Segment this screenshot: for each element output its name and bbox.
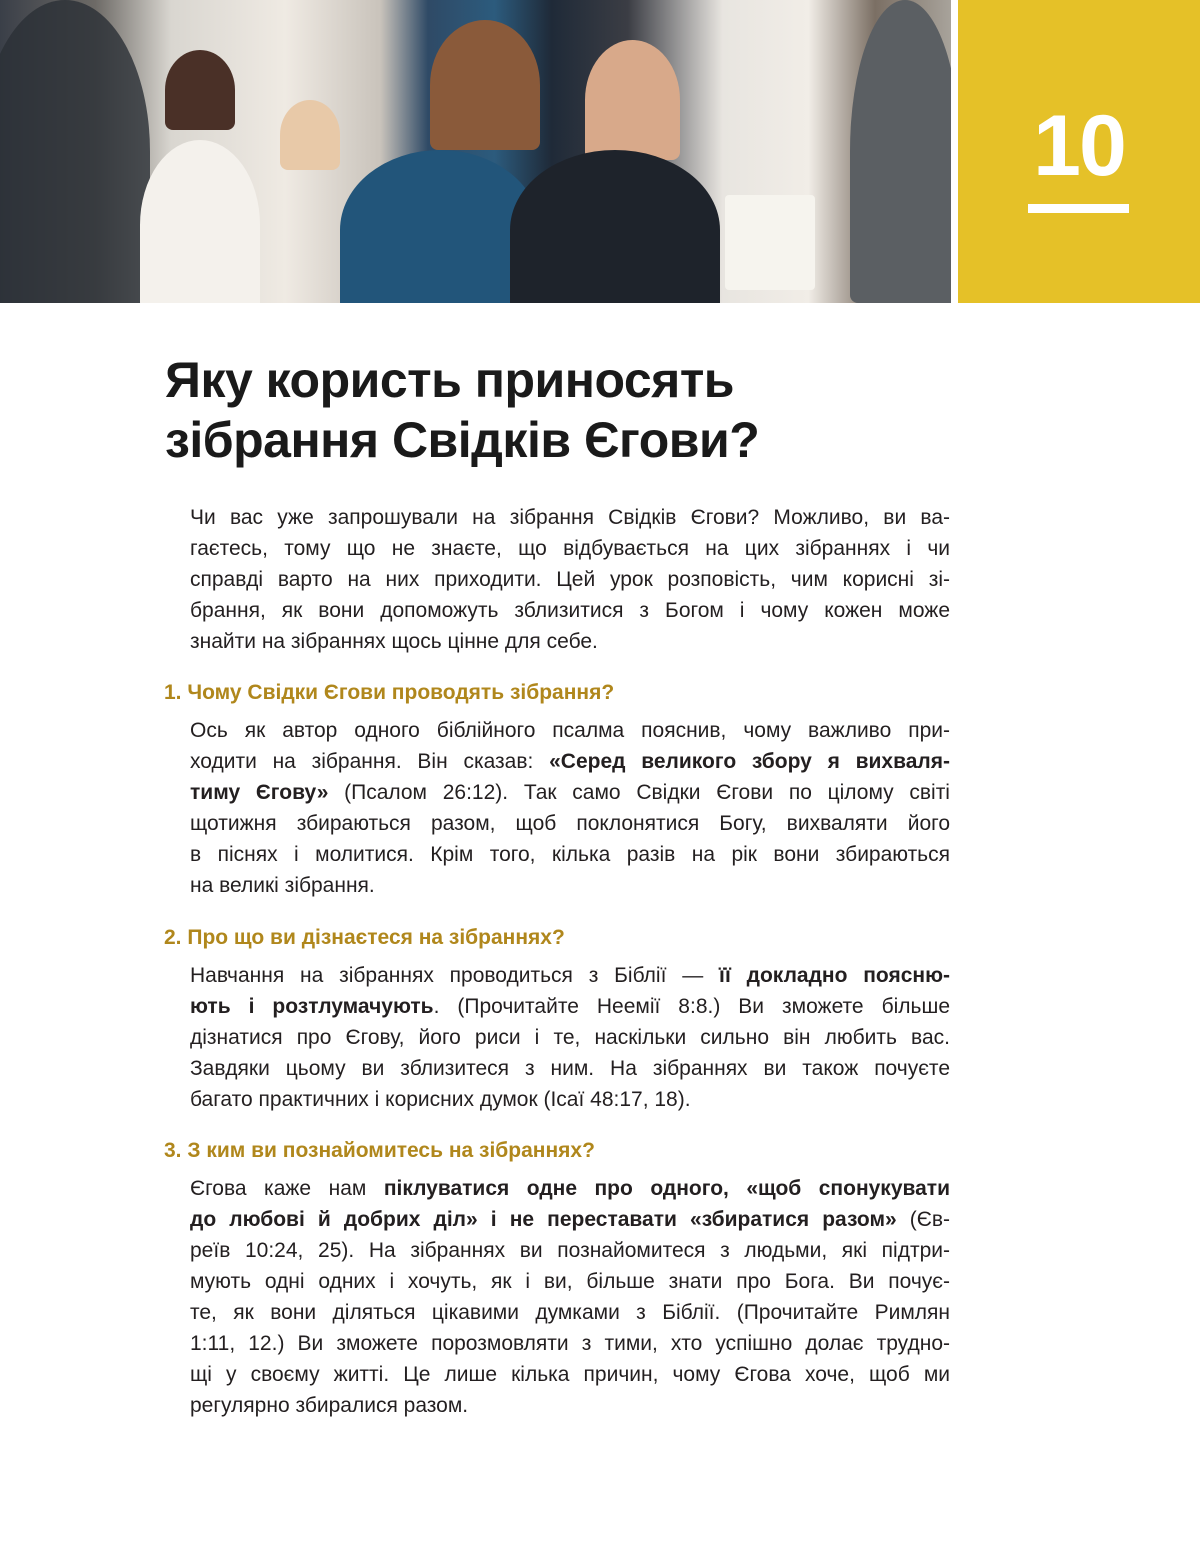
text-segment: багато практичних і корисних думок (Ісаї 48:17, 18). — [190, 1088, 691, 1111]
text-line — [190, 991, 950, 1022]
text-line — [190, 1359, 950, 1390]
text-segment: (Псалом 26:12). Так само Свідки Єгови по цілому світі — [328, 781, 950, 804]
text-line — [190, 595, 950, 626]
text-line — [190, 777, 950, 808]
text-segment: щотижня збираються разом, щоб поклонятися Богу, вихваляти його — [190, 812, 950, 835]
text-segment: Чи вас уже запрошували на зібрання Свідків Єгови? Можливо, ви ва- — [190, 506, 950, 529]
text-line — [190, 1297, 950, 1328]
section-1-paragraph — [190, 715, 950, 901]
intro-paragraph — [190, 502, 950, 657]
text-line — [190, 1053, 950, 1084]
page-title — [165, 350, 759, 470]
text-line — [190, 564, 950, 595]
bold-text: до любові й добрих діл» і не переставати «збиратися разом» — [190, 1208, 897, 1231]
text-line — [190, 1266, 950, 1297]
lesson-number: 10 — [1033, 98, 1125, 194]
text-segment: дізнатися про Єгову, його риси і те, наскільки сильно він любить вас. — [190, 1026, 950, 1049]
section-2-paragraph — [190, 960, 950, 1115]
question-heading-3: 3. З ким ви познайомитесь на зібраннях? — [164, 1139, 595, 1162]
text-segment: на великі зібрання. — [190, 874, 375, 897]
text-segment: Єгова каже нам — [190, 1177, 384, 1200]
text-line — [190, 626, 950, 657]
text-line — [190, 870, 950, 901]
page-title-line: Яку користь приносять — [165, 352, 735, 408]
question-heading-1: 1. Чому Свідки Єгови проводять зібрання? — [164, 681, 615, 704]
text-segment: брання, як вони допоможуть зблизитися з Богом і чому кожен може — [190, 599, 950, 622]
question-heading-2: 2. Про що ви дізнаєтеся на зібраннях? — [164, 926, 565, 949]
section-3-paragraph — [190, 1173, 950, 1421]
text-line — [190, 1390, 950, 1421]
page-title-line: зібрання Свідків Єгови? — [165, 412, 760, 468]
text-segment: (Єв- — [896, 1208, 951, 1231]
text-line — [190, 960, 950, 991]
text-line — [190, 808, 950, 839]
text-segment: Завдяки цьому ви зблизитеся з ним. На зібраннях ви також почуєте — [190, 1057, 950, 1080]
text-segment: гаєтесь, тому що не знаєте, що відбувається на цих зібраннях і чи — [190, 537, 950, 560]
text-line — [190, 839, 950, 870]
text-line — [190, 533, 950, 564]
text-segment: мують одні одних і хочуть, як і ви, більше знати про Бога. Ви почує- — [190, 1270, 950, 1293]
bold-text: її докладно поясню- — [719, 964, 950, 987]
text-line — [190, 1235, 950, 1266]
text-segment: Навчання на зібраннях проводиться з Біблії — — [190, 964, 720, 987]
bold-text: тиму Єгову» — [190, 781, 329, 804]
text-segment: Ось як автор одного біблійного псалма пояснив, чому важливо при- — [190, 719, 950, 742]
text-line — [190, 1084, 950, 1115]
bold-text: «Серед великого збору я вихваля- — [549, 750, 950, 773]
bold-text: піклуватися одне про одного, «щоб спонукувати — [383, 1177, 951, 1200]
bold-text: ють і розтлумачують — [190, 995, 434, 1018]
lesson-number-underline — [1028, 204, 1129, 213]
text-line — [190, 1328, 950, 1359]
text-line — [190, 715, 950, 746]
text-segment: регулярно збиралися разом. — [190, 1394, 469, 1417]
text-segment: те, як вони діляться цікавими думками з Біблії. (Прочитайте Римлян — [190, 1301, 950, 1324]
text-line — [190, 1022, 950, 1053]
text-segment: 1:11, 12.) Ви зможете порозмовляти з тими, хто успішно долає трудно- — [190, 1332, 950, 1355]
text-line — [190, 502, 950, 533]
text-line — [190, 1173, 950, 1204]
text-segment: . (Прочитайте Неемії 8:8.) Ви зможете більше — [433, 995, 950, 1018]
text-segment: ходити на зібрання. Він сказав: — [190, 750, 550, 773]
text-line — [190, 1204, 950, 1235]
lesson-number-badge — [958, 0, 1200, 303]
text-segment: щі у своєму житті. Це лише кілька причин, чому Єгова хоче, щоб ми — [190, 1363, 950, 1386]
text-line — [190, 746, 950, 777]
text-segment: реїв 10:24, 25). На зібраннях ви познайомитеся з людьми, які підтри- — [190, 1239, 950, 1262]
header-photo-congregation-meeting — [0, 0, 951, 303]
text-segment: знайти на зібраннях щось цінне для себе. — [190, 630, 598, 653]
text-segment: в піснях і молитися. Крім того, кілька разів на рік вони збираються — [190, 843, 950, 866]
text-segment: справді варто на них приходити. Цей урок розповість, чим корисні зі- — [190, 568, 950, 591]
